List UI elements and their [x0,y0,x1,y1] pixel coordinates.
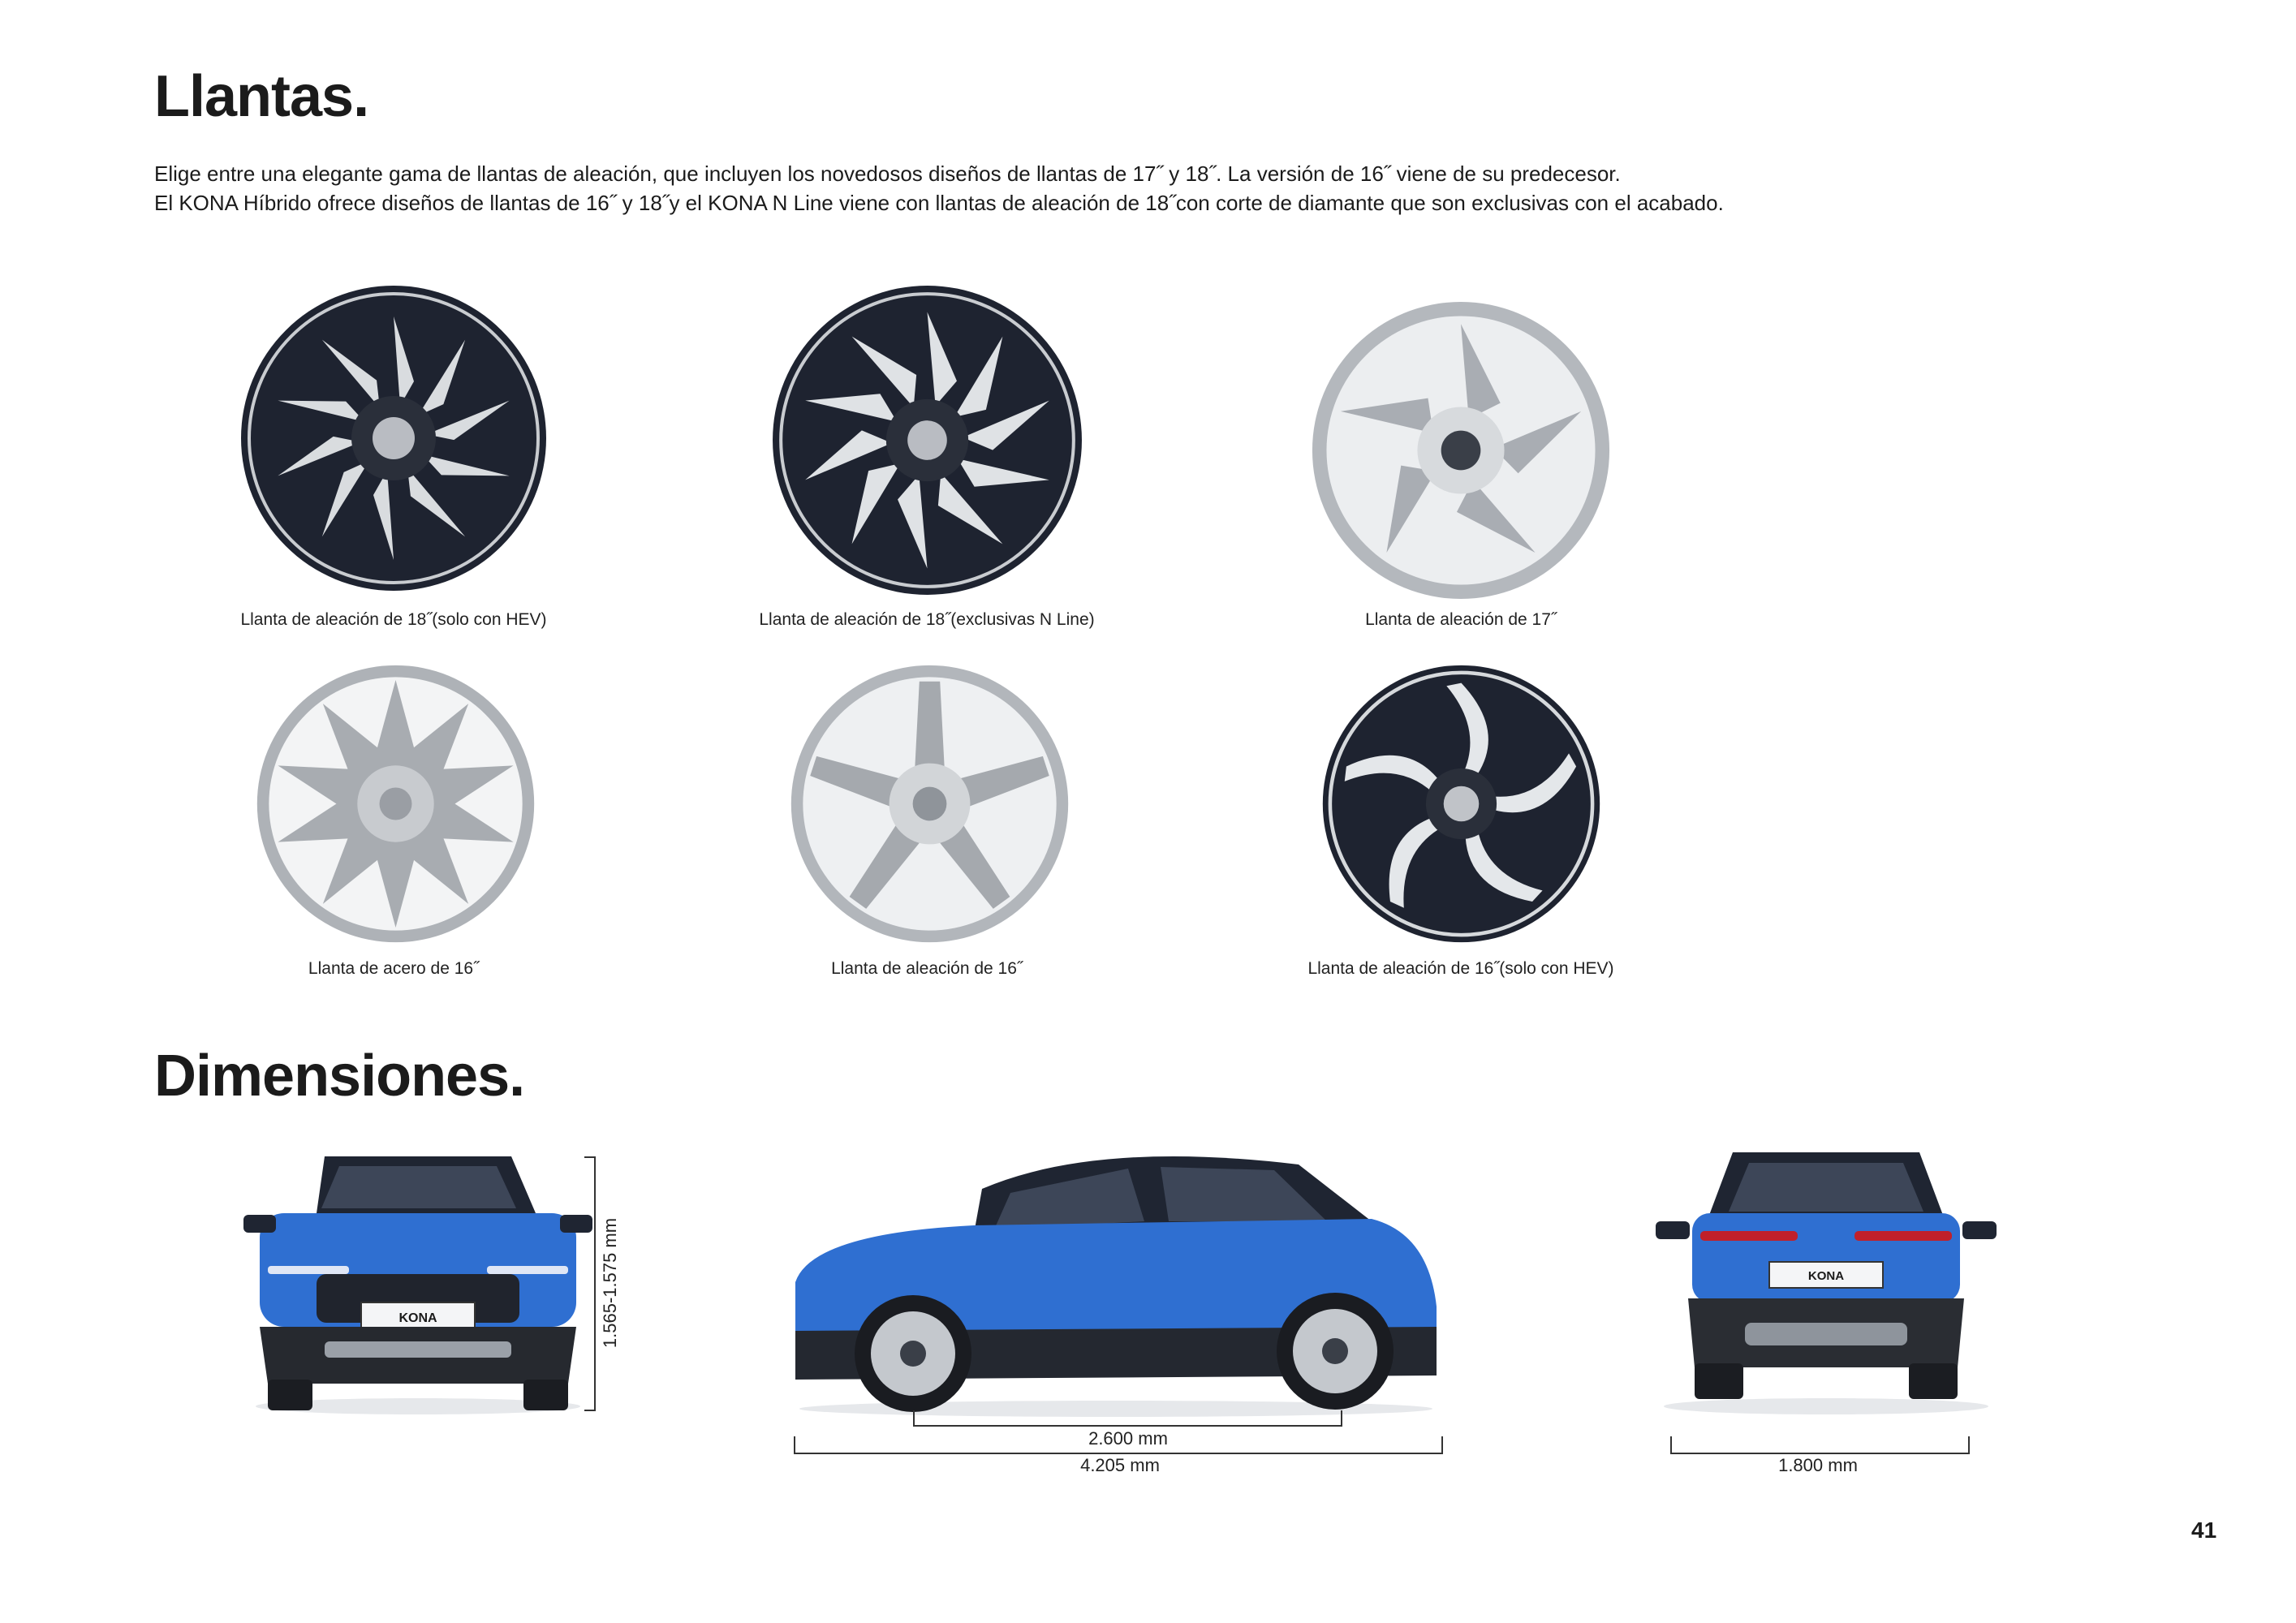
wheel-caption-6: Llanta de aleación de 16˝(solo con HEV) [1307,959,1614,978]
wheelbase-label: 2.600 mm [1088,1428,1168,1449]
length-label: 4.205 mm [1080,1455,1160,1475]
wheel-image-5 [790,664,1070,944]
wheels-intro [154,159,2183,217]
height-label: 1.565-1.575 mm [600,1217,620,1349]
dimensions-title: Dimensiones. [154,1044,525,1109]
wheel-image-6 [1321,664,1601,944]
car-side-view [787,1144,1445,1420]
wheels-intro-line-1: Elige entre una elegante gama de llantas de aleación, que incluyen los novedosos diseños de llantas de 17˝ y 18˝. La versión de 16˝ viene de su predecesor. [154,161,1621,186]
height-dimension-line [584,1156,596,1411]
car-front-view [243,1148,592,1416]
page-number: 41 [2191,1518,2217,1543]
rear-plate-text: KONA [1807,1269,1845,1283]
wheel-caption-4: Llanta de acero de 16˝ [308,959,480,978]
car-rear-view [1656,1140,1997,1416]
wheel-image-3 [1311,300,1611,601]
wheels-intro-line-2: El KONA Híbrido ofrece diseños de llantas de 16˝ y 18˝y el KONA N Line viene con llantas de aleación de 18˝con corte de diamante que son exclusivas con el acabado. [154,191,1724,215]
wheel-image-2 [771,284,1083,596]
width-label: 1.800 mm [1778,1455,1858,1475]
wheel-image-4 [256,664,536,944]
front-plate-text: KONA [398,1311,437,1325]
wheels-title: Llantas. [154,64,369,129]
wheel-caption-3: Llanta de aleación de 17˝ [1365,610,1557,629]
wheel-caption-2: Llanta de aleación de 18˝(exclusivas N Line) [759,610,1095,629]
wheel-caption-5: Llanta de aleación de 16˝ [831,959,1023,978]
width-dimension-line [1670,1436,1970,1454]
wheelbase-dimension-line [913,1410,1342,1427]
wheel-caption-1: Llanta de aleación de 18˝(solo con HEV) [240,610,547,629]
length-dimension-line [794,1436,1443,1454]
wheel-image-1 [239,284,548,592]
